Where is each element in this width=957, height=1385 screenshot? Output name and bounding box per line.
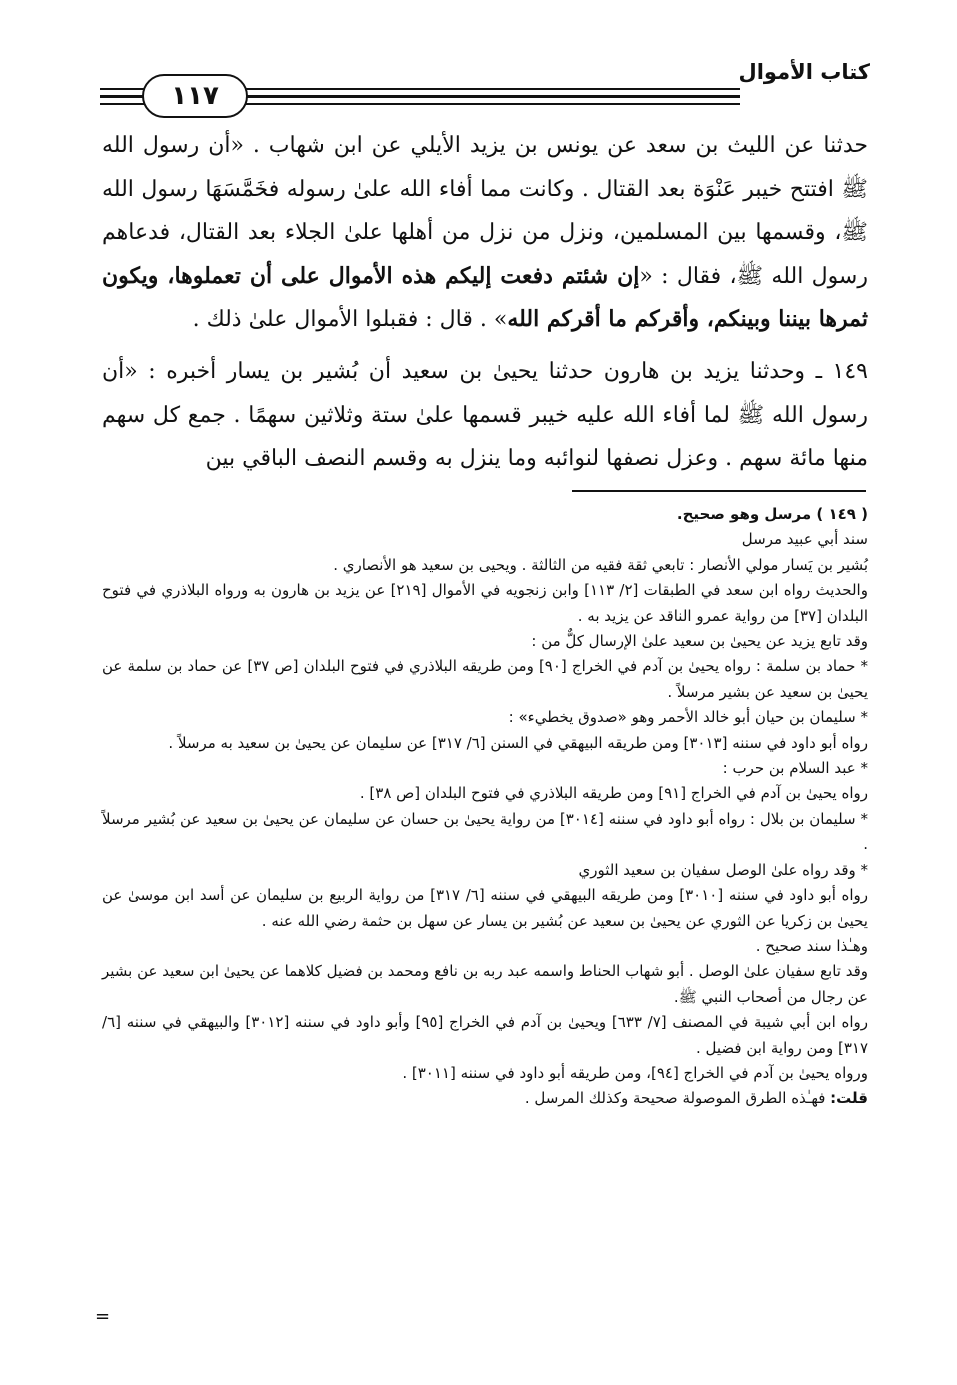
conclusion-text: فهـٰذه الطرق الموصولة صحيحة وكذلك المرسل . [524,1089,831,1108]
footnote-line: رواه ابن أبي شيبة في المصنف [٧/ ٦٣٣] ويحيىٰ بن آدم في الخراج [٩٥] وأبو داود في سننه [٣٠١٢] والبيهقي في سننه [٦/ ٣١٧] ومن رواية ابن فضيل . [102,1013,869,1057]
footnote-line: رواه أبو داود في سننه [٣٠١٣] ومن طريقه البيهقي في السنن [٦/ ٣١٧] عن سليمان عن يحيىٰ بن سعيد به مرسلاً . [168,733,868,752]
paragraph-1-intro: حدثنا عن الليث بن سعد عن يونس بن يزيد الأيلي عن ابن شهاب . «أن رسول الله ﷺ افتتح خيبر عَنْوَة بعد القتال . وكانت مما أفاء الله علىٰ رسوله فخَمَّسَهَا رسول الله ﷺ، وقسمها بين المسلمين، ونزل من نزل من أهلها علىٰ الجلاء بعد القتال، فدعاهم رسول الله ﷺ، فقال : « [102,133,868,289]
page-number: ١١٧ [142,74,248,118]
footnote-line: رواه أبو داود في سننه [٣٠١٠] ومن طريقه البيهقي في سننه [٦/ ٣١٧] من رواية الربيع بن سليمان عن أسد ابن موسىٰ عن يحيىٰ بن زكريا عن الثوري عن يحيىٰ بن سعيد عن بُشير بن يسار عن سهل بن حثمة رضي الله عنه . [102,886,868,930]
footnote-line: * حماد بن سلمة : رواه يحيىٰ بن آدم في الخراج [٩٠] ومن طريقه البلاذري في فتوح البلدان [ص ٣٧] عن حماد بن سلمة عن يحيىٰ بن سعيد عن بشير مرسلاً . [102,657,868,701]
paragraph-1-outro: » . قال : فقبلوا الأموال علىٰ ذلك . [192,307,508,333]
conclusion-label: قلت: [830,1089,868,1108]
footnote-line: وقد تابع سفيان علىٰ الوصل . أبو شهاب الحناط واسمه عبد ربه بن نافع ومحمد بن فضيل كلاهما عن يحيىٰ ابن سعيد عن بشير عن رجال من أصحاب النبي ﷺ. [102,962,868,1006]
paragraph-1-quote: إن شئتم دفعت إليكم هذه الأموال على أن تعملوها، ويكون ثمرها بيننا وبينكم، وأقركم ما أقركم الله [102,262,868,333]
footnote-line: وهـٰذا سند صحيح . [755,936,868,955]
footnote-line: وقد تابع يزيد عن يحيىٰ بن سعيد علىٰ الإرسال كلٌّ من : [531,632,868,651]
footnote-heading: ( ١٤٩ ) مرسل وهو صحيح. [676,505,868,523]
footnote-line: * سليمان بن بلال : رواه أبو داود في سننه [٣٠١٤] من رواية يحيىٰ بن حسان عن سليمان عن يحيىٰ بن سعيد عن بُشير مرسلاً . [102,809,868,854]
page-header [100,58,870,120]
footnote-line: والحديث رواه ابن سعد في الطبقات [٢/ ١١٣] وابن زنجويه في الأموال [٢١٩] عن يزيد بن هارون به ورواه البلاذري في فتوح البلدان [٣٧] من رواية عمرو الناقد عن يزيد به . [102,581,868,625]
footnote-line: * عبد السلام بن حرب : [722,759,868,778]
footnote-line: رواه يحيىٰ بن آدم في الخراج [٩١] ومن طريقه البلاذري في فتوح البلدان [ص ٣٨] . [359,784,868,803]
main-paragraph-1 [102,124,868,342]
footnote-line: بُشير بن يَسار مولي الأنصار : تابعي ثقة فقيه من الثالثة . ويحيى بن سعيد هو الأنصاري . [333,555,868,574]
footnote-conclusion [102,1086,868,1111]
footnote-line: ورواه يحيىٰ بن آدم في الخراج [٩٤]، ومن طريقه أبو داود في سننه [٣٠١١] . [402,1063,868,1082]
book-title: كتاب الأموال [738,60,870,84]
footnote-line: * وقد رواه علىٰ الوصل سفيان بن سعيد الثوري [578,860,868,879]
margin-equals-mark: = [95,1306,111,1327]
main-paragraph-2: ١٤٩ ـ وحدثنا يزيد بن هارون حدثنا يحيىٰ بن سعيد أن بُشير بن يسار أخبره : «أن رسول الله ﷺ لما أفاء الله عليه خيبر قسمها علىٰ ستة وثلاثين سهمًا . جمع كل سهم منها مائة سهم . وعزل نصفها لنوائبه وما ينزل به وقسم النصف الباقي بين [102,358,868,472]
footnote-line: سند أبي عبيد مرسل [741,530,868,549]
footnotes [102,502,868,1112]
main-text [102,124,868,481]
footnote-line: * سليمان بن حيان أبو خالد الأحمر وهو «صدوق يخطيء» : [508,708,868,727]
footnote-separator [572,490,866,492]
